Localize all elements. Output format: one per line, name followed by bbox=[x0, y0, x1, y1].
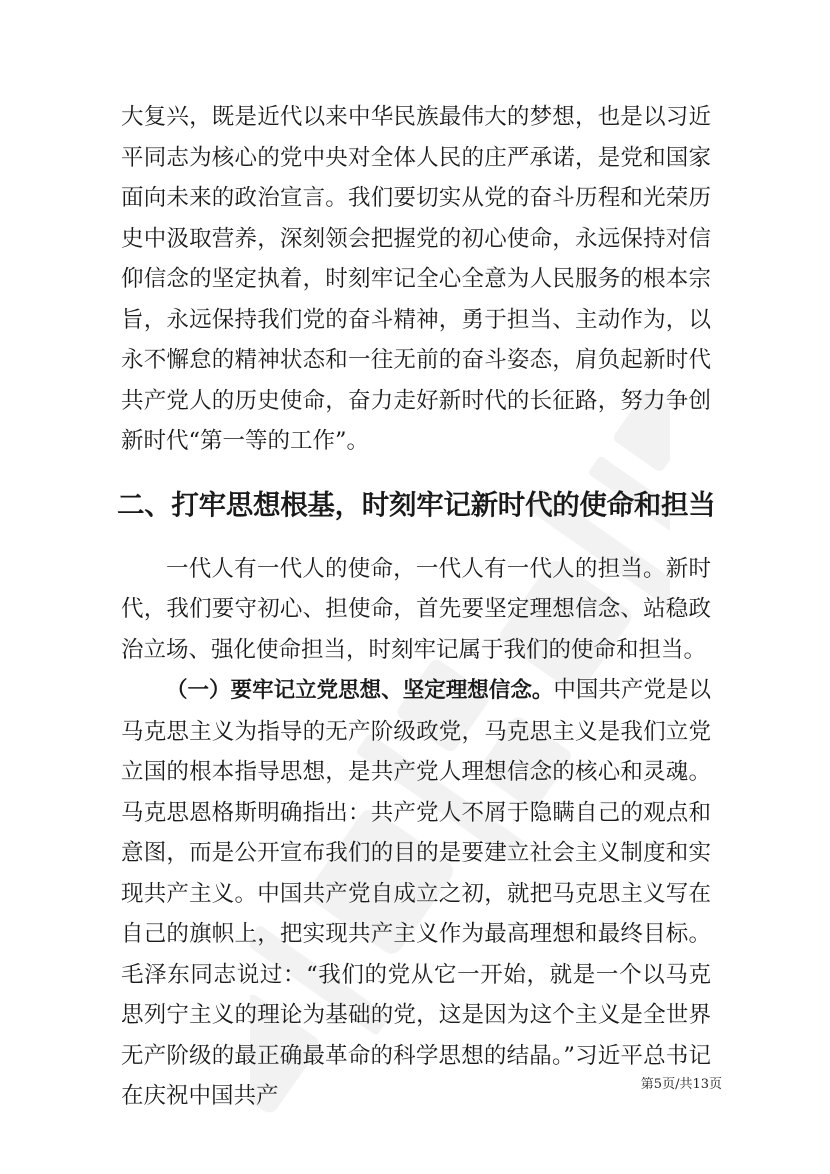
body-text: 中国共产党是以马克思主义为指导的无产阶级政党，马克思主义是我们立党立国的根本指导思想，是共产党人理想信念的核心和灵魂。马克思恩格斯明确指出：共产党人不屑于隐瞒自己的观点和意图，而是公开宣布我们的目的是要建立社会主义制度和实现共产主义。中国共产党自成立之初，就把马克思主义写在自己的旗帜上，把实现共产主义作为最高理想和最终目标。毛泽东同志说过：“我们的党从它一开始，就是一个以马克思列宁主义的理论为基础的党，这是因为这个主义是全世界无产阶级的最正确最革命的科学思想的结晶。”习近平总书记在庆祝中国共产 bbox=[121, 677, 711, 1109]
section-heading: 二、打牢思想根基，时刻牢记新时代的使命和担当 bbox=[117, 488, 716, 521]
body-paragraph: 大复兴，既是近代以来中华民族最伟大的梦想，也是以习近平同志为核心的党中央对全体人民的庄严承诺，是党和国家面向未来的政治宣言。我们要切实从党的奋斗历程和光荣历史中汲取营养，深刻领会把握党的初心使命，永远保持对信仰信念的坚定执着，时刻牢记全心全意为人民服务的根本宗旨，永远保持我们党的奋斗精神，勇于担当、主动作为，以永不懈怠的精神状态和一往无前的奋斗姿态，肩负起新时代共产党人的历史使命，奋力走好新时代的长征路，努力争创新时代“第一等的工作”。 bbox=[121, 104, 711, 454]
page-number: 第5页/共13页 bbox=[640, 1077, 722, 1092]
subsection-heading: （一）要牢记立党思想、坚定理想信念。 bbox=[166, 678, 554, 703]
body-paragraph-with-subheading bbox=[121, 670, 711, 1117]
document-body bbox=[117, 97, 716, 1117]
body-paragraph: 一代人有一代人的使命，一代人有一代人的担当。新时代，我们要守初心、担使命，首先要坚定理想信念、站稳政治立场、强化使命担当，时刻牢记属于我们的使命和担当。 bbox=[121, 555, 711, 663]
